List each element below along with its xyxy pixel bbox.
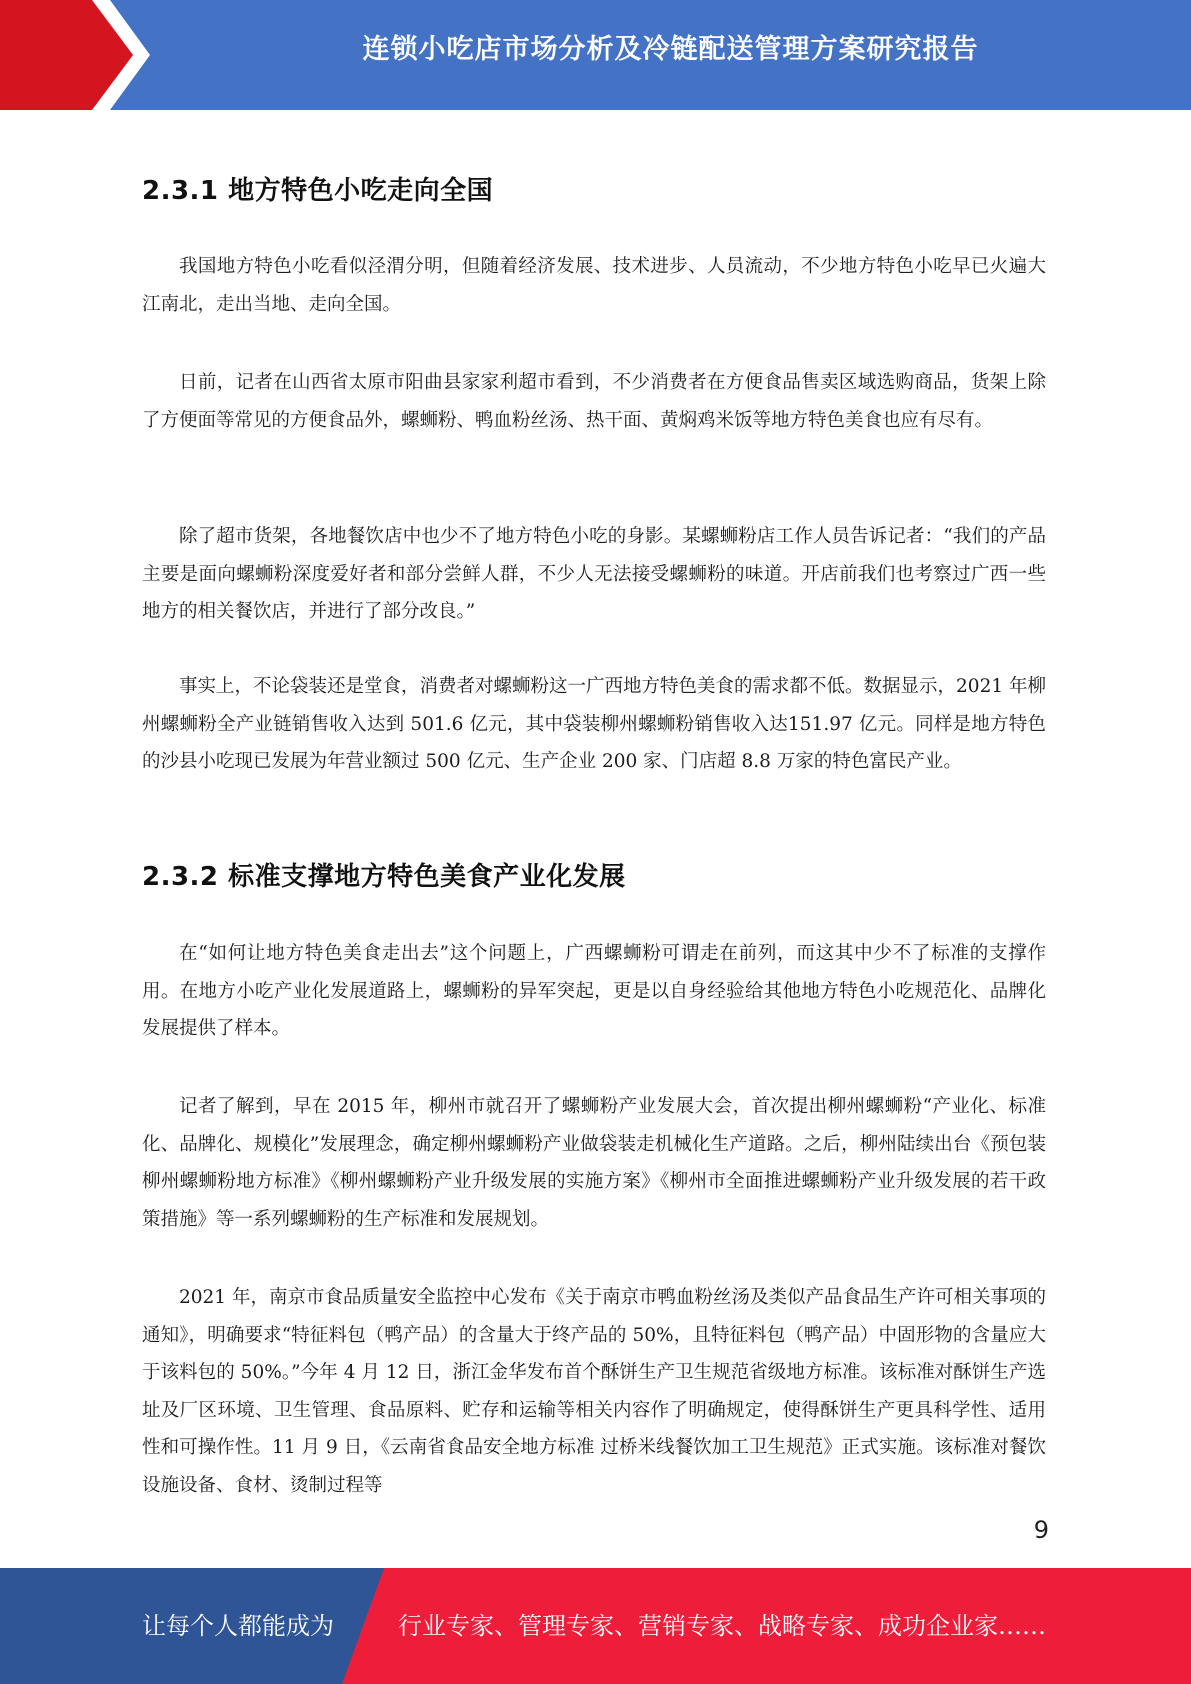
paragraph: 记者了解到，早在 2015 年，柳州市就召开了螺蛳粉产业发展大会，首次提出柳州螺蛳粉“产业化、标准化、品牌化、规模化”发展理念，确定柳州螺蛳粉产业做袋装走机械化生产道路。之后，柳州陆续出台《预包装柳州螺蛳粉地方标准》《柳州螺蛳粉产业升级发展的实施方案》《柳州市全面推进螺蛳粉产业升级发展的若干政策措施》等一系列螺蛳粉的生产标准和发展规划。 <box>142 1096 1046 1230</box>
footer-slogan-right: 行业专家、管理专家、营销专家、战略专家、成功企业家…… <box>398 1612 1046 1640</box>
paragraph: 日前，记者在山西省太原市阳曲县家家利超市看到，不少消费者在方便食品售卖区域选购商品，货架上除了方便面等常见的方便食品外，螺蛳粉、鸭血粉丝汤、热干面、黄焖鸡米饭等地方特色美食也应有尽有。 <box>142 372 1046 431</box>
paragraph: 2021 年，南京市食品质量安全监控中心发布《关于南京市鸭血粉丝汤及类似产品食品生产许可相关事项的通知》，明确要求“特征料包（鸭产品）的含量大于终产品的 50%，且特征料包（鸭产品）中固形物的含量应大于该料包的 50%。”今年 4 月 12 日，浙江金华发布首个酥饼生产卫生规范省级地方标准。该标准对酥饼生产选址及厂区环境、卫生管理、食品原料、贮存和运输等相关内容作了明确规定，使得酥饼生产更具科学性、适用性和可操作性。11 月 9 日，《云南省食品安全地方标准 过桥米线餐饮加工卫生规范》正式实施。该标准对餐饮设施设备、食材、烫制过程等 <box>142 1287 1046 1496</box>
page-header <box>0 0 1191 110</box>
paragraph: 事实上，不论袋装还是堂食，消费者对螺蛳粉这一广西地方特色美食的需求都不低。数据显示，2021 年柳州螺蛳粉全产业链销售收入达到 501.6 亿元，其中袋装柳州螺蛳粉销售收入达151.97 亿元。同样是地方特色的沙县小吃现已发展为年营业额过 500 亿元、生产企业 200 家、门店超 8.8 万家的特色富民产业。 <box>142 676 1046 772</box>
page-footer <box>0 1568 1191 1684</box>
section-heading-2-3-2: 2.3.2 标准支撑地方特色美食产业化发展 <box>142 862 626 892</box>
paragraph: 我国地方特色小吃看似泾渭分明，但随着经济发展、技术进步、人员流动，不少地方特色小吃早已火遍大江南北，走出当地、走向全国。 <box>142 256 1046 315</box>
paragraph: 在“如何让地方特色美食走出去”这个问题上，广西螺蛳粉可谓走在前列，而这其中少不了标准的支撑作用。在地方小吃产业化发展道路上，螺蛳粉的异军突起，更是以自身经验给其他地方特色小吃规范化、品牌化发展提供了样本。 <box>142 943 1046 1039</box>
footer-slogan-left: 让每个人都能成为 <box>142 1612 334 1640</box>
page-number: 9 <box>1033 1516 1049 1544</box>
paragraph: 除了超市货架，各地餐饮店中也少不了地方特色小吃的身影。某螺蛳粉店工作人员告诉记者：“我们的产品主要是面向螺蛳粉深度爱好者和部分尝鲜人群，不少人无法接受螺蛳粉的味道。开店前我们也考察过广西一些地方的相关餐饮店，并进行了部分改良。” <box>142 526 1046 622</box>
section-heading-2-3-1: 2.3.1 地方特色小吃走向全国 <box>142 176 494 206</box>
document-title: 连锁小吃店市场分析及冷链配送管理方案研究报告 <box>362 34 979 65</box>
